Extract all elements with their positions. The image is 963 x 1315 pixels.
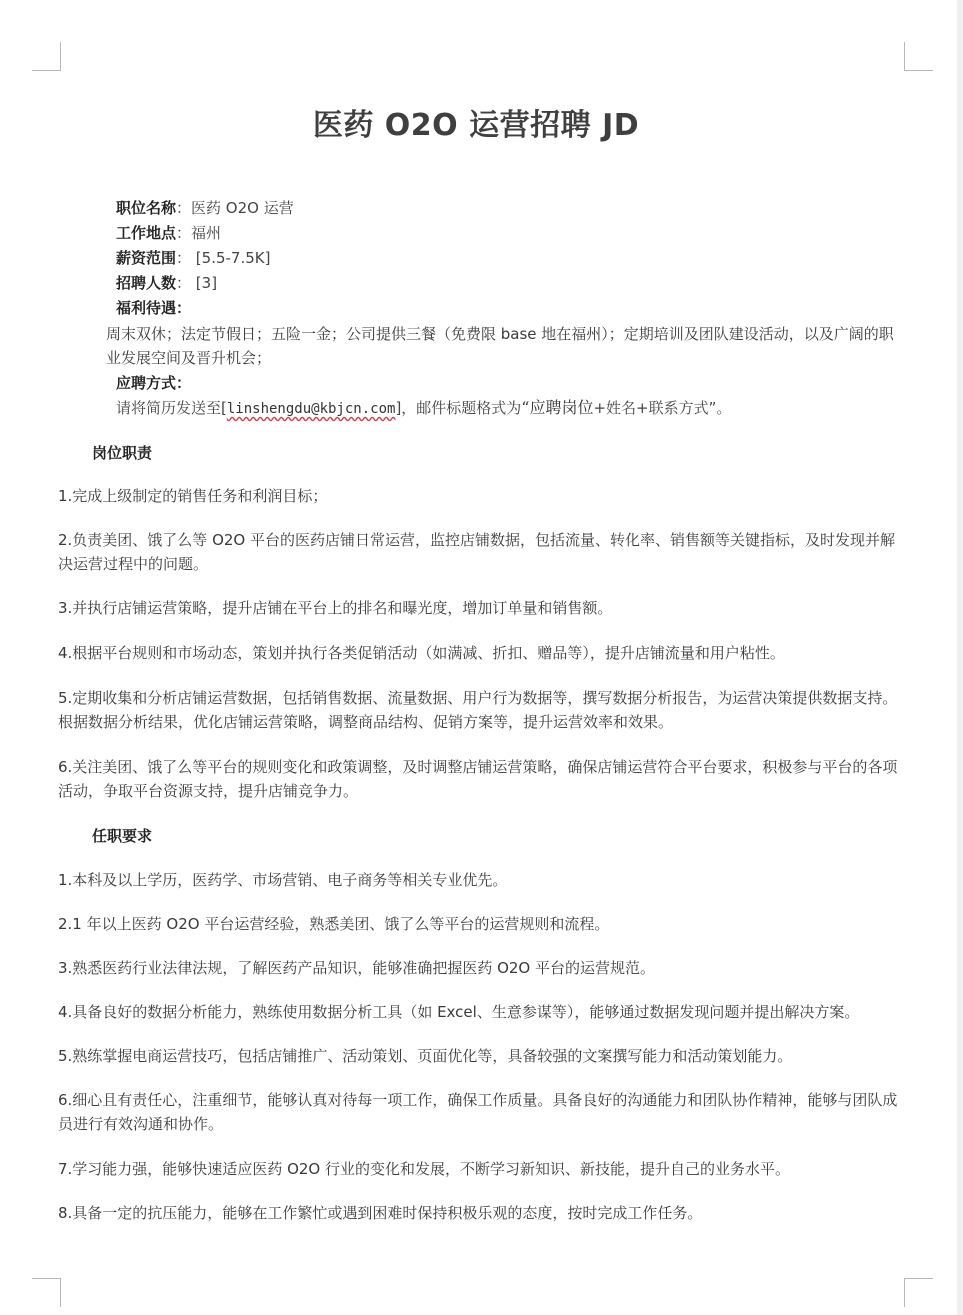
duty-item: 5.定期收集和分析店铺运营数据，包括销售数据、流量数据、用户行为数据等，撰写数据分析报告，为运营决策提供数据支持。根据数据分析结果，优化店铺运营策略，调整商品结构、促销方案等，提升运营效率和效果。	[58, 689, 898, 731]
salary-value: [5.5-7.5K]	[195, 249, 271, 267]
position-label: 职位名称	[116, 199, 177, 217]
crop-mark-bottom-right	[904, 1278, 933, 1307]
apply-label: 应聘方式	[116, 374, 177, 392]
requirement-item: 7.学习能力强，能够快速适应医药 O2O 行业的变化和发展，不断学习新知识、新技能，提升自己的业务水平。	[58, 1160, 791, 1178]
crop-mark-bottom-left	[32, 1278, 61, 1307]
headcount-value: [3]	[195, 274, 218, 292]
headcount-label: 招聘人数	[116, 274, 177, 292]
location-value: 福州	[191, 224, 222, 242]
requirement-item: 1.本科及以上学历，医药学、市场营销、电子商务等相关专业优先。	[58, 871, 508, 889]
crop-mark-top-right	[904, 42, 933, 71]
location-label: 工作地点	[116, 224, 177, 242]
info-apply-heading: 应聘方式：	[116, 374, 192, 392]
requirements-heading: 任职要求	[92, 827, 153, 845]
benefits-text: 周末双休；法定节假日；五险一金；公司提供三餐（免费限 base 地在福州）；定期培训及团队建设活动，以及广阔的职业发展空间及晋升机会；	[106, 325, 894, 367]
requirement-item: 3.熟悉医药行业法律法规，了解医药产品知识，能够准确把握医药 O2O 平台的运营规范。	[58, 959, 656, 977]
info-benefits-heading: 福利待遇：	[116, 299, 192, 317]
page-edge	[957, 0, 963, 1315]
requirement-item: 5.熟练掌握电商运营技巧，包括店铺推广、活动策划、页面优化等，具备较强的文案撰写能力和活动策划能力。	[58, 1047, 793, 1065]
info-salary: 薪资范围： [5.5-7.5K]	[116, 249, 271, 267]
duty-item: 2.负责美团、饿了么等 O2O 平台的医药店铺日常运营，监控店铺数据，包括流量、转化率、销售额等关键指标，及时发现并解决运营过程中的问题。	[58, 531, 896, 573]
position-value: 医药 O2O 运营	[191, 199, 294, 217]
requirement-item: 2.1 年以上医药 O2O 平台运营经验，熟悉美团、饿了么等平台的运营规则和流程。	[58, 915, 610, 933]
duty-item: 1.完成上级制定的销售任务和利润目标；	[58, 487, 328, 505]
document-title: 医药 O2O 运营招聘 JD	[312, 108, 640, 143]
info-position: 职位名称：医药 O2O 运营	[116, 199, 294, 217]
crop-mark-top-left	[32, 42, 61, 71]
requirement-item: 8.具备一定的抗压能力，能够在工作繁忙或遇到困难时保持积极乐观的态度，按时完成工作任务。	[58, 1204, 703, 1222]
duty-item: 6.关注美团、饿了么等平台的规则变化和政策调整，及时调整店铺运营策略，确保店铺运营符合平台要求，积极参与平台的各项活动，争取平台资源支持，提升店铺竞争力。	[58, 758, 898, 800]
duty-item: 3.并执行店铺运营策略，提升店铺在平台上的排名和曝光度，增加订单量和销售额。	[58, 599, 613, 617]
apply-email-link[interactable]: linshengdu@kbjcn.com	[226, 401, 396, 417]
duties-heading: 岗位职责	[92, 444, 153, 462]
requirement-item: 6.细心且有责任心，注重细节，能够认真对待每一项工作，确保工作质量。具备良好的沟通能力和团队协作精神，能够与团队成员进行有效沟通和协作。	[58, 1091, 898, 1133]
apply-instructions: 请将简历发送至[linshengdu@kbjcn.com]，邮件标题格式为“应聘岗位+姓名+联系方式”。	[116, 398, 732, 417]
benefits-label: 福利待遇	[116, 299, 177, 317]
salary-label: 薪资范围	[116, 249, 177, 267]
duty-item: 4.根据平台规则和市场动态，策划并执行各类促销活动（如满减、折扣、赠品等），提升店铺流量和用户粘性。	[58, 644, 785, 662]
info-location: 工作地点：福州	[116, 224, 222, 242]
info-headcount: 招聘人数： [3]	[116, 274, 218, 292]
requirement-item: 4.具备良好的数据分析能力，熟练使用数据分析工具（如 Excel、生意参谋等），能够通过数据发现问题并提出解决方案。	[58, 1003, 860, 1021]
